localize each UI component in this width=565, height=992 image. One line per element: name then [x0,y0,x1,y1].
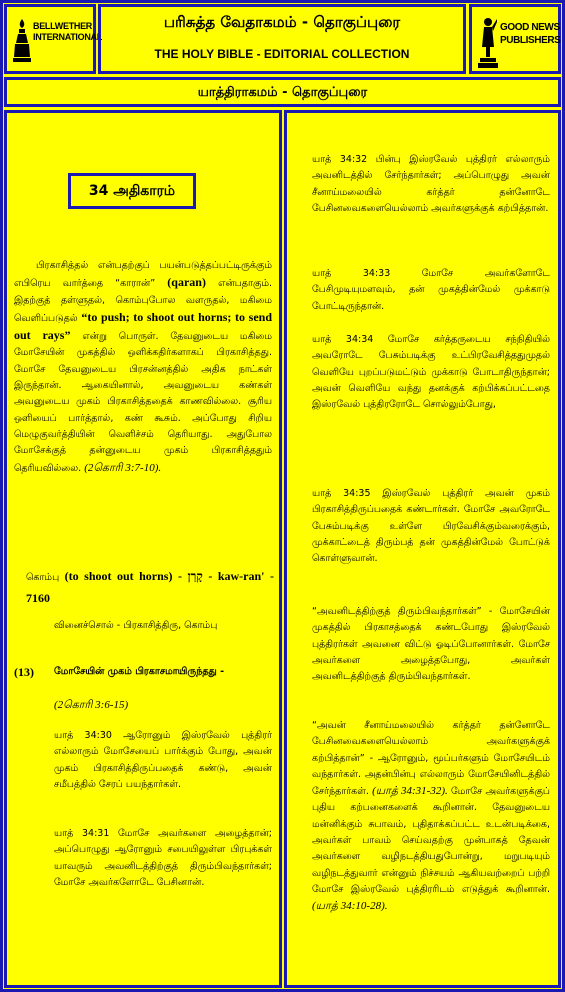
taught-commentary [312,718,550,916]
word-definition [26,566,274,610]
bellwether-logo [4,4,102,74]
bellwether-logo-text: BELLWETHER INTERNATIONAL [33,21,102,42]
good-news-logo [469,4,561,74]
taught-reference-1: (யாத் 34:31-32). [372,785,448,798]
verse-34-32: யாத் 34:32 பின்பு இஸ்ரவேல் புத்திரர் எல்லாரும் அவனிடத்தில் சேர்ந்தார்கள்; அப்பொழுது அவன் சீனாய்மலையில் கர்த்தர் தன்னோடே பேசினவைகளையெல்லாம் அவர்களுக்குக் கற்பித்தான். [312,154,550,214]
book-title: யாத்திராகமம் - தொகுப்புரை [197,85,368,100]
returned-commentary: “அவனிடத்திற்குத் திரும்பிவந்தார்கள்” - மோசேயின் முகத்தில் பிரகாசத்தைக் கண்டபோது இஸ்ரவேல் புத்திரர்கள் அவனை விட்டு ஓடிப்போனார்கள். மோசே அவர்களை அழைத்தபோது, அவர்கள் அவனிடத்திற்குத் திரும்பிவந்தார்கள். [312,606,550,683]
taught-text-b: மோசே அவர்களுக்குப் புதிய கற்பனைகளைக் கூறினான். தேவனுடைய மன்னிக்கும் சுபாவம், புதிதாக்கப்பட்ட உடன்படிக்கை, அவர்கள் பாவம் செய்வதற்கு முன்பாகத் தேவன் அவர்களை வழிநடத்தியதுபோன்று, மறுபடியும் வழிநடத்துவார் என்னும் நிச்சயம் ஆகியவற்றைப் பற்றி மோசே இஸ்ரவேல் புத்திரரிடம் எடுத்துக் கூறினான். [312,786,550,895]
word-tamil: கொம்பு [26,572,60,583]
word-english: (to shoot out horns) - [64,569,182,583]
book-title-box [4,77,561,107]
intro-reference: (2கொரி 3:7-10). [84,461,162,474]
taught-text-a: “அவன் சீனாய்மலையில் கர்த்தர் தன்னோடே பேசினவைகளையெல்லாம் அவர்களுக்குக் கற்பித்தான்” - ஆரோனும், மூப்பர்களும் மோசேயிடம் வந்தார்கள். அதன்பின்பு எல்லாரும் மோசேயினிடத்தில் சேர்ந்தார்கள். [312,720,550,798]
verse-34-35: யாத் 34:35 இஸ்ரவேல் புத்திரர் அவன் முகம் பிரகாசித்திருப்பதைக் கண்டார்கள். மோசே அவரோடே பேசும்படிக்கு உள்ளே பிரவேசிக்கும்வரைக்கும், முக்காட்டைத் திரும்பத் தன் முகத்தின்மேல் போட்டுக் கொள்ளுவான். [312,488,550,565]
tamil-title: பரிசுத்த வேதாகமம் - தொகுப்புரை [163,13,401,31]
hebrew-word: קָרַן [187,569,203,583]
lamp-icon [13,17,31,67]
english-title: THE HOLY BIBLE - EDITORIAL COLLECTION [154,47,410,61]
chapter-heading: 34 அதிகாரம் [68,173,196,209]
verse-34-31: யாத் 34:31 மோசே அவர்களை அழைத்தான்; அப்பொழுது ஆரோனும் சபையிலுள்ள பிரபுக்கள் யாவரும் அவனிடத்திற்குத் திரும்பிவந்தார்கள்; மோசே அவர்களோடே பேசினான். [54,828,272,888]
good-news-logo-text: GOOD NEWS PUBLISHERS [500,22,561,46]
verse-34-30: யாத் 34:30 ஆரோனும் இஸ்ரவேல் புத்திரர் எல்லாரும் மோசேயைப் பார்க்கும் போது, அவன் முகம் பிரகாசித்திருப்பதைக் கண்டு, அவன் சமீபத்தில் சேரப் பயந்தார்கள். [54,730,272,790]
intro-text-b: என்பதாகும். இதற்குத் தள்ளுதல், கொம்புபோல வளருதல், மகிமை வெளிப்படுதல் [14,278,272,324]
qaran-word: (qaran) [167,275,206,290]
word-transliteration: - kaw-ran' - 7160 [26,569,274,605]
statue-icon [478,17,498,69]
verse-34-34: யாத் 34:34 மோசே கர்த்தருடைய சந்நிதியில் அவரோடே பேசும்படிக்கு உட்பிரவேசித்ததுமுதல் வெளியே புறப்படுமட்டும் முக்காடு போடாதிருந்தான்; அவன் வெளியே வந்து தனக்குக் கற்பிக்கப்பட்டதை இஸ்ரவேல் புத்திரரோடே சொல்லும்போது, [312,334,550,411]
english-meaning: “to push; to shoot out horns; to send out rays” [14,309,272,343]
title-box [98,4,466,74]
taught-reference-2: (யாத் 34:10-28). [312,900,388,913]
section-reference: (2கொரி 3:6-15) [54,699,129,711]
section-title: மோசேயின் முகம் பிரகாசமாயிருந்தது - [54,666,225,677]
verb-line: வினைச்சொல் - பிரகாசித்திரு, கொம்பு [54,620,218,631]
intro-text-c: என்று பொருள். தேவனுடைய மகிமை மோசேயின் முகத்தில் ஒளிக்கதிர்களாகப் பிரகாசித்தது. மோசே தேவனுடைய பிரசன்னத்தில் அதிக நாட்கள் இருந்தான். ஆகையினால், அவனுடைய கண்கள் அவனுடைய முகம் பிரகாசித்ததைக் காணவில்லை. சூரிய ஒளியைப் பார்த்தால், கண் கூசும். அப்போது சிறிய மெழுகுவர்த்தியின் வெளிச்சம் தெரியாது. அதுபோல மோசேக்குத் தன்னுடைய முகம் பிரகாசித்ததும் தெரியவில்லை. [14,331,272,474]
intro-text-a: பிரகாசித்தல் என்பதற்குப் பயன்படுத்தப்பட்டிருக்கும் எபிரெய வார்த்தை “காரான்” [14,260,272,290]
verse-34-33: யாத் 34:33 மோசே அவர்களோடே பேசிமுடியுமளவும், தன் முகத்தின்மேல் முக்காடு போட்டிருந்தான். [312,268,550,312]
intro-paragraph [14,258,272,477]
section-number: (13) [14,665,34,679]
